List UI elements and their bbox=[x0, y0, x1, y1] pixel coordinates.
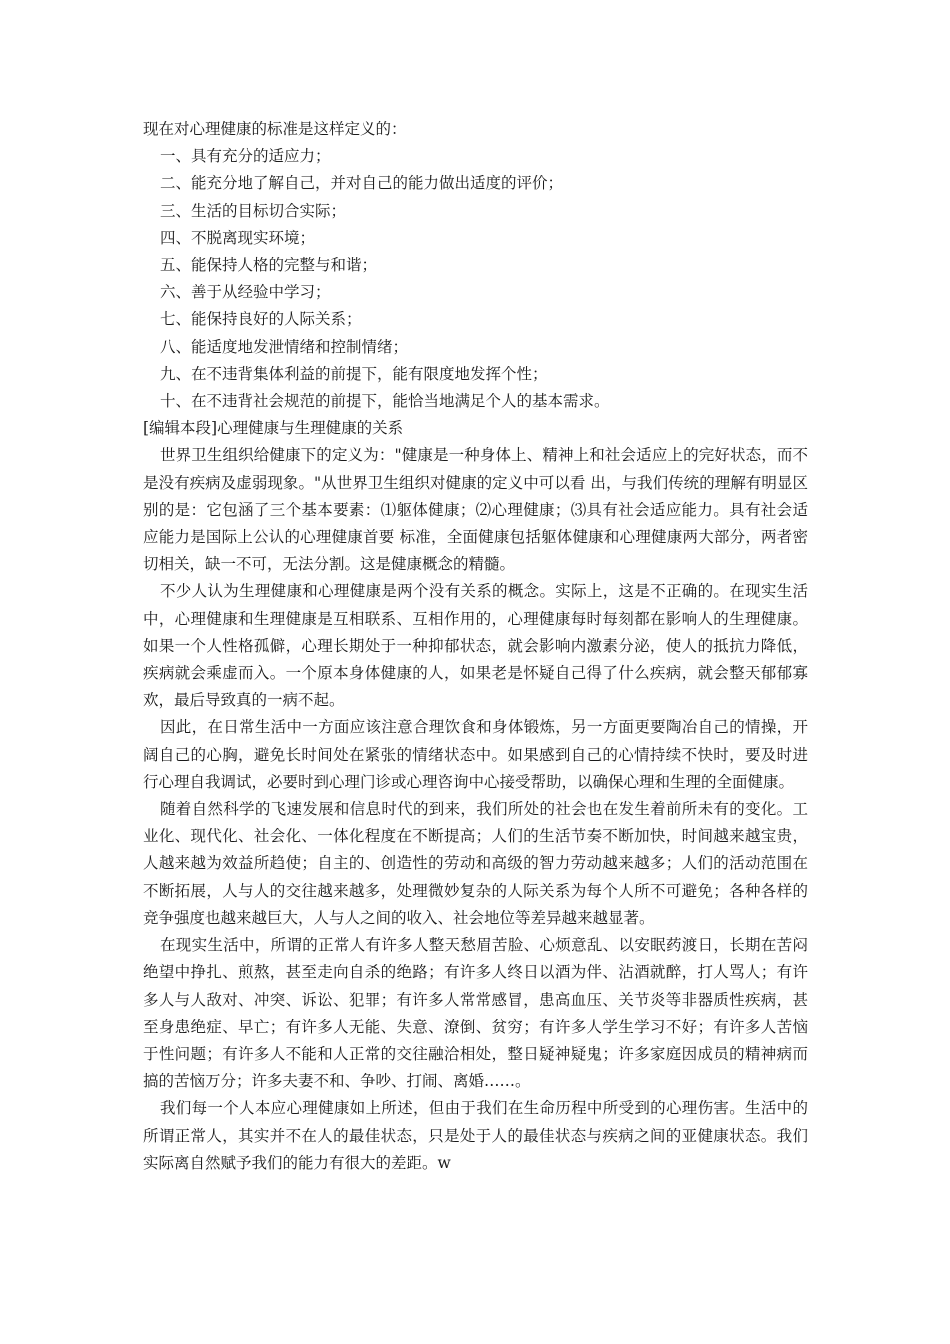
paragraph: 我们每一个人本应心理健康如上所述，但由于我们在生命历程中所受到的心理伤害。生活中的所谓正常人，其实并不在人的最佳状态，只是处于人的最佳状态与疾病之间的亚健康状态。我们实际离自然赋予我们的能力有很大的差距。w bbox=[143, 1099, 808, 1172]
standard-item: 七、能保持良好的人际关系； bbox=[160, 310, 362, 329]
document-body bbox=[143, 116, 808, 1177]
standard-item: 八、能适度地发泄情绪和控制情绪； bbox=[160, 337, 409, 356]
paragraph: 在现实生活中，所谓的正常人有许多人整天愁眉苦脸、心烦意乱、以安眠药渡日，长期在苦闷绝望中挣扎、煎熬，甚至走向自杀的绝路；有许多人终日以酒为伴、沾酒就醉，打人骂人；有许多人与人敌对、冲突、诉讼、犯罪；有许多人常常感冒，患高血压、关节炎等非器质性疾病，甚至身患绝症、早亡；有许多人无能、失意、潦倒、贫穷；有许多人学生学习不好；有许多人苦恼于性问题；有许多人不能和人正常的交往融洽相处，整日疑神疑鬼；许多家庭因成员的精神病而搞的苦恼万分；许多夫妻不和、争吵、打闹、离婚……。 bbox=[143, 936, 808, 1091]
standard-item: 二、能充分地了解自己，并对自己的能力做出适度的评价； bbox=[160, 174, 564, 193]
paragraph: 世界卫生组织给健康下的定义为："健康是一种身体上、精神上和社会适应上的完好状态，而不是没有疾病及虚弱现象。"从世界卫生组织对健康的定义中可以看 出，与我们传统的理解有明显区别的是：它包涵了三个基本要素：⑴躯体健康；⑵心理健康；⑶具有社会适应能力。具有社会适应能力是国际上公认的心理健康首要 标准，全面健康包括躯体健康和心理健康两大部分，两者密切相关，缺一不可，无法分割。这是健康概念的精髓。 bbox=[143, 446, 808, 574]
section-heading: [编辑本段]心理健康与生理健康的关系 bbox=[143, 419, 404, 438]
standard-item: 三、生活的目标切合实际； bbox=[160, 201, 347, 220]
standard-item: 四、不脱离现实环境； bbox=[160, 228, 316, 247]
standard-item: 十、在不违背社会规范的前提下，能恰当地满足个人的基本需求。 bbox=[160, 392, 610, 411]
paragraph: 因此，在日常生活中一方面应该注意合理饮食和身体锻炼，另一方面更要陶冶自己的情操，开阔自己的心胸，避免长时间处在紧张的情绪状态中。如果感到自己的心情持续不快时，要及时进行心理自我调试，必要时到心理门诊或心理咨询中心接受帮助，以确保心理和生理的全面健康。 bbox=[143, 718, 808, 791]
standard-item: 五、能保持人格的完整与和谐； bbox=[160, 256, 378, 275]
standard-item: 九、在不违背集体利益的前提下，能有限度地发挥个性； bbox=[160, 364, 548, 383]
standard-item: 一、具有充分的适应力； bbox=[160, 147, 331, 166]
paragraph: 随着自然科学的飞速发展和信息时代的到来，我们所处的社会也在发生着前所未有的变化。工业化、现代化、社会化、一体化程度在不断提高；人们的生活节奏不断加快，时间越来越宝贵，人越来越为效益所趋使；自主的、创造性的劳动和高级的智力劳动越来越多；人们的活动范围在不断拓展，人与人的交往越来越多，处理微妙复杂的人际关系为每个人所不可避免；各种各样的竞争强度也越来越巨大，人与人之间的收入、社会地位等差异越来越显著。 bbox=[143, 800, 808, 927]
paragraph: 不少人认为生理健康和心理健康是两个没有关系的概念。实际上，这是不正确的。在现实生活中，心理健康和生理健康是互相联系、互相作用的，心理健康每时每刻都在影响人的生理健康。如果一个人性格孤僻，心理长期处于一种抑郁状态，就会影响内激素分泌，使人的抵抗力降低，疾病就会乘虚而入。一个原本身体健康的人，如果老是怀疑自己得了什么疾病，就会整天郁郁寡欢，最后导致真的一病不起。 bbox=[143, 582, 808, 710]
standard-item: 六、善于从经验中学习； bbox=[160, 283, 331, 302]
intro-line: 现在对心理健康的标准是这样定义的： bbox=[143, 120, 407, 138]
standards-list bbox=[143, 143, 808, 415]
